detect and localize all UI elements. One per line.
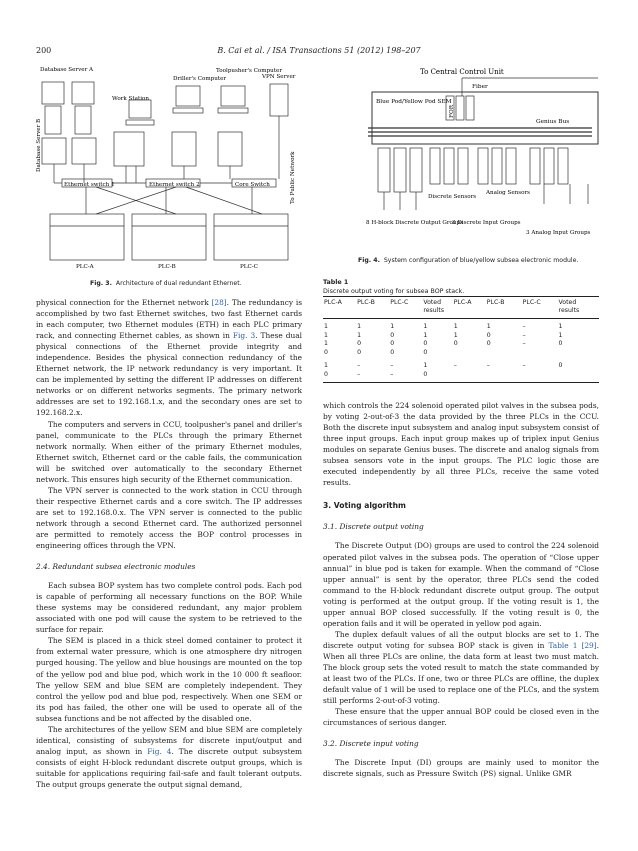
table-cell: –: [357, 361, 361, 369]
table-col-header: PLC-C: [389, 297, 422, 319]
fig3-label-vpn: VPN Server: [262, 74, 296, 80]
table-cell: 1: [558, 331, 563, 339]
table-cell: 1: [324, 323, 328, 330]
fig3-label-toolpusher: Toolpusher's Computer: [216, 68, 283, 74]
page-number: 200: [36, 46, 52, 55]
fig3-label-plc-a: PLC-A: [76, 264, 94, 270]
fig4-label-discrete-input: 3 Discrete Input Groups: [452, 220, 521, 226]
figure-3-diagram: [36, 62, 298, 274]
table-cell: –: [390, 361, 394, 369]
figure-4-caption-text: System configuration of blue/yellow subsea electronic module.: [383, 257, 579, 264]
fig3-label-public: To Public Network: [290, 151, 296, 204]
ref-link[interactable]: [29]: [581, 640, 597, 650]
table-row: [323, 371, 599, 383]
table-cell: 1: [453, 323, 458, 330]
fig4-label-analog-sensors: Analog Sensors: [486, 190, 531, 196]
fig3-label-workstation: Work Station: [112, 96, 150, 102]
fig3-label-drillers: Driller's Computer: [173, 76, 227, 82]
table-cell: 1: [390, 323, 395, 330]
table-row: [323, 332, 599, 341]
fig4-label-for: FOR: [449, 104, 455, 118]
table-cell: 0: [357, 349, 362, 357]
table-cell: –: [389, 371, 422, 383]
paragraph: Each subsea BOP system has two complete control pods. Each pod is capable of performing all necessary functions on the BOP. While these systems may be considered redundant, any major problem associated with one pod will cause the system to be retrieved to the surface for repair.: [36, 581, 302, 635]
fig4-label-analog-input: 3 Analog Input Groups: [526, 230, 591, 236]
table-cell: –: [522, 323, 526, 330]
fig3-label-plc-b: PLC-B: [158, 264, 176, 270]
table-1: [323, 296, 599, 383]
table-cell: [486, 349, 522, 358]
paragraph: The computers and servers in CCU, toolpusher's panel and driller's panel, communicate to the PLCs through the primary Ethernet network normally. When either of the primary Ethernet modules, Ethernet switch, Ethernet card or the cable fails, the communication will be switched over automatically to the secondary Ethernet network. This ensures high security of the Ethernet communication.: [36, 419, 302, 484]
table-col-header: PLC-A: [453, 297, 486, 319]
table-row: [323, 349, 599, 358]
table-col-header: Voted results: [422, 297, 452, 319]
fig3-label-eth2: Ethernet switch 2: [149, 182, 200, 188]
table-cell: –: [522, 361, 526, 369]
paragraph: The Discrete Input (DI) groups are mainly used to monitor the discrete signals, such as Pressure Switch (PS) signal. Unlike GMR: [323, 758, 599, 779]
table-cell: [522, 371, 558, 383]
figure-3-caption: [90, 280, 242, 287]
table-cell: 0: [453, 340, 458, 348]
table-cell: [558, 371, 599, 383]
table-cell: –: [522, 340, 526, 348]
table-row: [323, 319, 599, 332]
figure-3-caption-label: Fig. 3.: [90, 280, 112, 287]
section-heading-3-2: 3.2. Discrete input voting: [323, 739, 419, 749]
table-col-header: PLC-B: [486, 297, 522, 319]
figure-link[interactable]: Fig. 3: [232, 331, 256, 341]
table-cell: 1: [486, 323, 491, 330]
table-cell: [453, 349, 486, 358]
table-cell: 0: [357, 340, 362, 348]
table-cell: 1: [423, 361, 428, 369]
figure-4-caption-label: Fig. 4.: [358, 257, 380, 264]
paragraph: These ensure that the upper annual BOP could be closed even in the circumstances of serious danger.: [323, 707, 599, 728]
table-cell: 0: [390, 331, 395, 339]
paragraph: The Discrete Output (DO) groups are used to control the 224 solenoid operated pilot valves in the subsea pods. The operation of “Close upper annual” in blue pod is taken for example. When the command of “Close upper annual” is sent by the operator, three PLCs send the coded command to the H-block redundant discrete output group. The output voting is performed at the output group. If the voting result is 1, the upper annual BOP closed successfully. If the voting result is 0, the operation fails and it will be operated in yellow pod again.: [323, 541, 599, 628]
ref-link[interactable]: [28]: [211, 298, 227, 307]
table-header-row: [323, 297, 599, 319]
table-cell: 1: [324, 331, 328, 339]
table-cell: 0: [558, 361, 563, 369]
table-row: [323, 340, 599, 349]
fig4-label-central: To Central Control Unit: [420, 68, 504, 76]
table-cell: 1: [558, 323, 563, 330]
figure-4-caption: [358, 257, 578, 264]
table-cell: 0: [324, 349, 328, 357]
table-cell: 0: [486, 331, 491, 339]
table-cell: 0: [558, 340, 563, 348]
fig3-label-db-b: Database Server B: [36, 118, 42, 172]
table-cell: 0: [390, 349, 395, 357]
fig3-label-core: Core Switch: [235, 182, 270, 188]
table-link[interactable]: Table 1: [548, 640, 578, 650]
table-cell: –: [522, 331, 526, 339]
table-cell: [558, 349, 599, 358]
table-cell: 1: [453, 331, 458, 339]
table-cell: 0: [422, 371, 452, 383]
table-col-header: PLC-C: [522, 297, 558, 319]
table-cell: [522, 349, 558, 358]
table-1-label: Table 1: [323, 279, 349, 286]
table-cell: 0: [423, 340, 428, 348]
figure-link[interactable]: Fig. 4: [147, 746, 172, 756]
table-cell: 0: [423, 349, 428, 357]
left-column: [36, 297, 302, 790]
table-cell: 0: [390, 340, 395, 348]
table-col-header: PLC-A: [323, 297, 356, 319]
figure-4-diagram: [360, 66, 600, 246]
table-1-caption: Discrete output voting for subsea BOP stack.: [323, 287, 465, 295]
table-row: [323, 358, 599, 371]
fig4-label-discrete-sensors: Discrete Sensors: [428, 194, 477, 200]
paragraph: The VPN server is connected to the work station in CCU through their respective Ethernet cards and a core switch. The IP addresses are set to 192.168.0.x. The VPN server is connected to the public network through a second Ethernet card. The authorized personnel are permitted to remotely access the BOP control processes in engineering offices through the VPN.: [36, 485, 302, 551]
paragraph: The duplex default values of all the output blocks are set to 1. The discrete output voting for subsea BOP stack is given in Table 1 [29]. When all three PLCs are online, the data form at least two must match. The block group sets the voted result to match the state commanded by at least two of the PLCs. If one, two or three PLCs are offline, the duplex default value of 1 will be used to replace one of the PLCs, and the system still performs 2-out-of-3 voting.: [323, 629, 599, 706]
fig4-label-hblock: 8 H-block Discrete Output Groups: [366, 220, 463, 226]
table-col-header: Voted results: [558, 297, 599, 319]
table-cell: –: [356, 371, 389, 383]
table-cell: 1: [423, 323, 428, 330]
table-cell: 1: [324, 361, 328, 369]
table-cell: 1: [324, 340, 328, 348]
table-cell: [453, 371, 486, 383]
table-col-header: PLC-B: [356, 297, 389, 319]
paragraph: physical connection for the Ethernet network [28]. The redundancy is accomplished by two fast Ethernet switches, two fast Ethernet cards in each computer, two Ethernet modules (ETH) in each PLC primary rack, and connecting Ethernet cables, as shown in Fig. 3. These dual physical connections of the Ethernet provide integrity and independence. Besides the physical connection redundancy of the Ethernet network, the IP network redundancy is very important. It can be implemented by setting the different IP addresses on different networks or on different networks segments. The primary network addresses are set to 192.168.1.x, and the secondary ones are set to 192.168.2.x.: [36, 298, 303, 418]
fig4-label-pod: Blue Pod/Yellow Pod SEM: [376, 99, 452, 105]
table-cell: –: [453, 361, 457, 369]
figure-3-caption-text: Architecture of dual redundant Ethernet.: [115, 280, 242, 287]
table-cell: 0: [486, 340, 491, 348]
paragraph: The architectures of the yellow SEM and blue SEM are completely identical, consisting of subsystems for discrete input/output and analog input, as shown in Fig. 4. The discrete output subsystem consists of eight H-block redundant discrete output groups, which is suitable for applications requiring fail-safe and fault tolerant outputs. The output groups generate the output signal demand,: [36, 724, 303, 789]
table-1-title: [323, 279, 464, 296]
fig3-label-plc-c: PLC-C: [240, 264, 258, 270]
journal-citation: B. Cai et al. / ISA Transactions 51 (2012) 198–207: [217, 46, 421, 55]
section-heading-3-1: 3.1. Discrete output voting: [323, 522, 424, 532]
section-heading-3: 3. Voting algorithm: [323, 501, 406, 511]
paragraph: The SEM is placed in a thick steel domed container to protect it from external water pressure, which is one atmosphere dry nitrogen purged housing. The yellow and blue housings are mounted on the top of the yellow pod and blue pod, which work in the 10 000 ft seafloor. The yellow SEM and blue SEM are completely independent. They control the yellow pod and blue pod, respectively. When one SEM or its pod has failed, the other one will be used to operate all of the subsea functions and be not affected by the disabled one.: [36, 636, 302, 723]
table-cell: 1: [423, 331, 428, 339]
right-column: [323, 400, 599, 779]
fig4-label-genius: Genius Bus: [536, 119, 570, 125]
table-cell: 0: [323, 371, 356, 383]
paragraph: which controls the 224 solenoid operated pilot valves in the subsea pods, by voting 2-out-of-3 the data provided by the three PLCs in the CCU. Both the discrete input subsystem and analog input subsystem consist of three input groups. Each input group makes up of triplex input Genius modules on separate Genius buses. The discrete and analog signals from subsea sensors vote in the input groups. The PLC logic those are executed independently by all three PLCs, receive the same voted results.: [323, 401, 599, 488]
fig3-label-eth1: Ethernet switch 1: [64, 182, 115, 188]
table-cell: 1: [357, 331, 362, 339]
section-heading-2-4: 2.4. Redundant subsea electronic modules: [36, 562, 196, 572]
table-cell: 1: [357, 323, 362, 330]
fig3-label-db-a: Database Server A: [40, 67, 94, 73]
table-cell: [486, 371, 522, 383]
fig4-label-fiber: Fiber: [472, 84, 488, 90]
table-cell: –: [486, 361, 490, 369]
